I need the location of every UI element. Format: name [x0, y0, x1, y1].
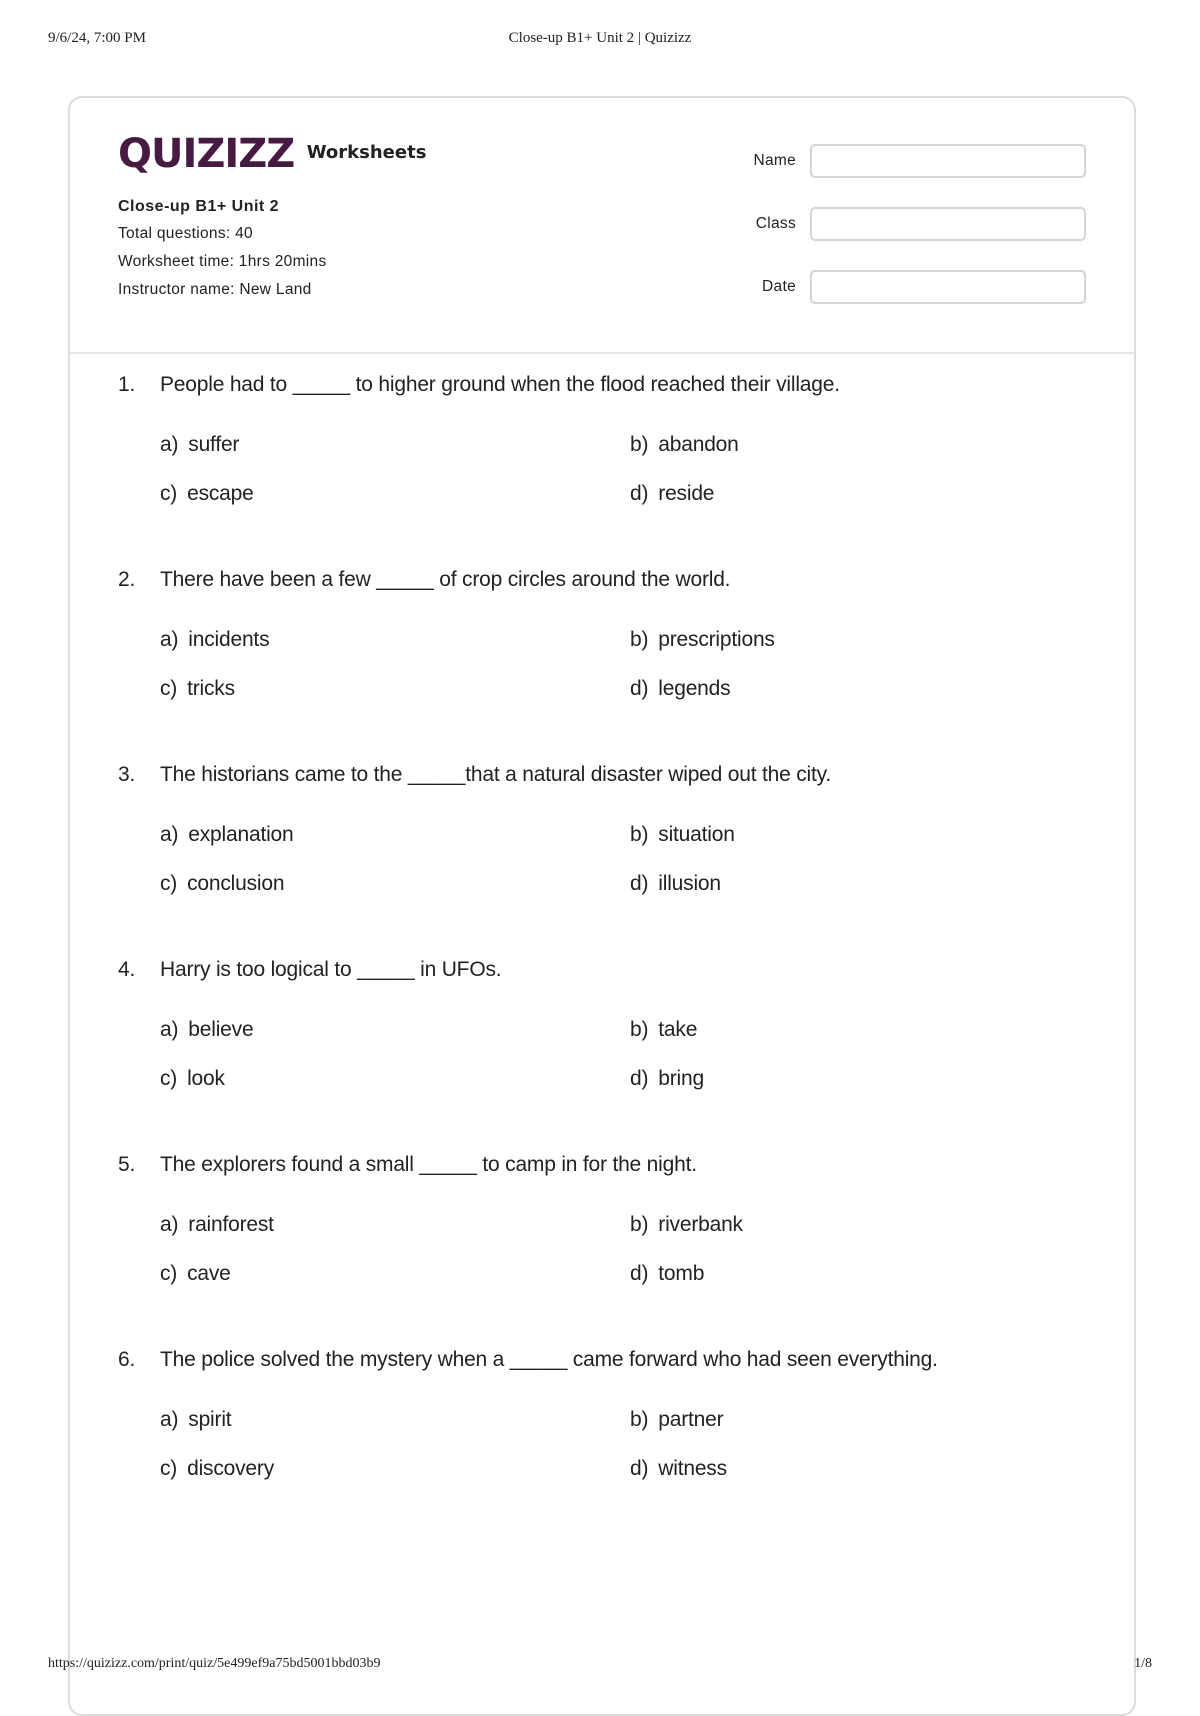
question-3 [118, 760, 1086, 955]
option-letter: b) [630, 1018, 649, 1041]
question-stem [118, 1150, 1086, 1180]
option-text: illusion [658, 872, 721, 895]
option-b[interactable] [630, 625, 775, 655]
option-letter: c) [160, 872, 178, 895]
option-text: spirit [188, 1408, 232, 1431]
brand [118, 132, 426, 176]
question-stem [118, 370, 1086, 400]
option-text: believe [188, 1018, 254, 1041]
option-d[interactable] [630, 1454, 727, 1484]
question-5 [118, 1150, 1086, 1345]
option-text: partner [658, 1408, 724, 1431]
option-letter: c) [160, 1457, 178, 1480]
print-header [48, 30, 1152, 50]
print-footer [48, 1656, 1152, 1676]
question-stem [118, 565, 1086, 595]
question-list [118, 370, 1086, 1540]
option-letter: d) [630, 677, 649, 700]
option-text: tomb [658, 1262, 705, 1285]
option-letter: b) [630, 1408, 649, 1431]
question-text: The police solved the mystery when a _____ came forward who had seen everything. [160, 1348, 938, 1371]
option-letter: a) [160, 823, 179, 846]
option-text: suffer [188, 433, 240, 456]
instructor-name: Instructor name: New Land [118, 281, 312, 298]
option-b[interactable] [630, 1405, 723, 1435]
question-4 [118, 955, 1086, 1150]
option-letter: a) [160, 1018, 179, 1041]
option-text: look [187, 1067, 225, 1090]
option-letter: a) [160, 628, 179, 651]
print-url: https://quizizz.com/print/quiz/5e499ef9a75bd5001bbd03b9 [48, 1656, 381, 1671]
quizizz-logo: QUIZIZZ [118, 131, 295, 177]
question-text: The historians came to the _____that a natural disaster wiped out the city. [160, 763, 832, 786]
option-d[interactable] [630, 1064, 704, 1094]
option-text: situation [658, 823, 735, 846]
question-number: 3. [118, 763, 136, 786]
option-letter: c) [160, 677, 178, 700]
option-text: incidents [188, 628, 270, 651]
worksheet-meta [118, 198, 327, 309]
option-text: conclusion [187, 872, 285, 895]
question-text: Harry is too logical to _____ in UFOs. [160, 958, 502, 981]
option-a[interactable] [160, 1210, 274, 1240]
date-field[interactable] [810, 270, 1086, 304]
option-letter: d) [630, 872, 649, 895]
name-field[interactable] [810, 144, 1086, 178]
question-number: 5. [118, 1153, 136, 1176]
option-text: legends [658, 677, 731, 700]
question-number: 4. [118, 958, 136, 981]
option-letter: a) [160, 1408, 179, 1431]
worksheet-header [70, 98, 1134, 354]
class-field[interactable] [810, 207, 1086, 241]
question-stem [118, 1345, 1086, 1375]
option-letter: d) [630, 1457, 649, 1480]
option-letter: d) [630, 1262, 649, 1285]
date-row [753, 268, 1086, 306]
option-b[interactable] [630, 1210, 743, 1240]
option-a[interactable] [160, 1015, 253, 1045]
option-text: abandon [658, 433, 739, 456]
option-c[interactable] [160, 1259, 231, 1289]
class-row [753, 205, 1086, 243]
option-d[interactable] [630, 1259, 704, 1289]
question-text: There have been a few _____ of crop circles around the world. [160, 568, 731, 591]
option-b[interactable] [630, 820, 735, 850]
option-a[interactable] [160, 1405, 231, 1435]
option-a[interactable] [160, 820, 294, 850]
option-a[interactable] [160, 625, 269, 655]
question-2 [118, 565, 1086, 760]
question-text: The explorers found a small _____ to camp in for the night. [160, 1153, 697, 1176]
option-c[interactable] [160, 1064, 225, 1094]
option-text: bring [658, 1067, 704, 1090]
question-number: 2. [118, 568, 136, 591]
option-letter: c) [160, 1262, 178, 1285]
option-text: prescriptions [658, 628, 775, 651]
print-datetime: 9/6/24, 7:00 PM [48, 30, 146, 46]
question-stem [118, 955, 1086, 985]
option-text: witness [658, 1457, 727, 1480]
print-doc-title: Close-up B1+ Unit 2 | Quizizz [508, 30, 692, 46]
question-stem [118, 760, 1086, 790]
option-b[interactable] [630, 430, 739, 460]
option-c[interactable] [160, 1454, 274, 1484]
option-d[interactable] [630, 479, 714, 509]
option-letter: c) [160, 482, 178, 505]
date-label: Date [762, 278, 796, 295]
total-questions: Total questions: 40 [118, 225, 253, 242]
option-a[interactable] [160, 430, 239, 460]
option-letter: b) [630, 628, 649, 651]
option-d[interactable] [630, 869, 721, 899]
option-letter: b) [630, 823, 649, 846]
option-c[interactable] [160, 674, 235, 704]
question-number: 6. [118, 1348, 136, 1371]
student-fields [753, 142, 1086, 331]
brand-tagline: Worksheets [306, 142, 427, 163]
option-letter: b) [630, 1213, 649, 1236]
option-text: reside [658, 482, 715, 505]
option-c[interactable] [160, 869, 284, 899]
option-letter: d) [630, 1067, 649, 1090]
name-label: Name [753, 152, 796, 169]
option-text: rainforest [188, 1213, 274, 1236]
option-text: escape [187, 482, 254, 505]
option-text: explanation [188, 823, 294, 846]
question-number: 1. [118, 373, 136, 396]
question-6 [118, 1345, 1086, 1540]
option-b[interactable] [630, 1015, 697, 1045]
question-1 [118, 370, 1086, 565]
class-label: Class [755, 215, 796, 232]
option-text: cave [187, 1262, 231, 1285]
worksheet-time: Worksheet time: 1hrs 20mins [118, 253, 327, 270]
option-c[interactable] [160, 479, 254, 509]
option-text: take [658, 1018, 698, 1041]
worksheet-card [68, 96, 1136, 1716]
worksheet-title: Close-up B1+ Unit 2 [118, 198, 280, 215]
option-letter: d) [630, 482, 649, 505]
option-letter: a) [160, 433, 179, 456]
name-row [753, 142, 1086, 180]
option-letter: a) [160, 1213, 179, 1236]
option-text: riverbank [658, 1213, 743, 1236]
question-text: People had to _____ to higher ground when the flood reached their village. [160, 373, 840, 396]
option-letter: c) [160, 1067, 178, 1090]
option-d[interactable] [630, 674, 730, 704]
option-text: tricks [187, 677, 235, 700]
option-text: discovery [187, 1457, 274, 1480]
option-letter: b) [630, 433, 649, 456]
page-number: 1/8 [1134, 1656, 1152, 1671]
